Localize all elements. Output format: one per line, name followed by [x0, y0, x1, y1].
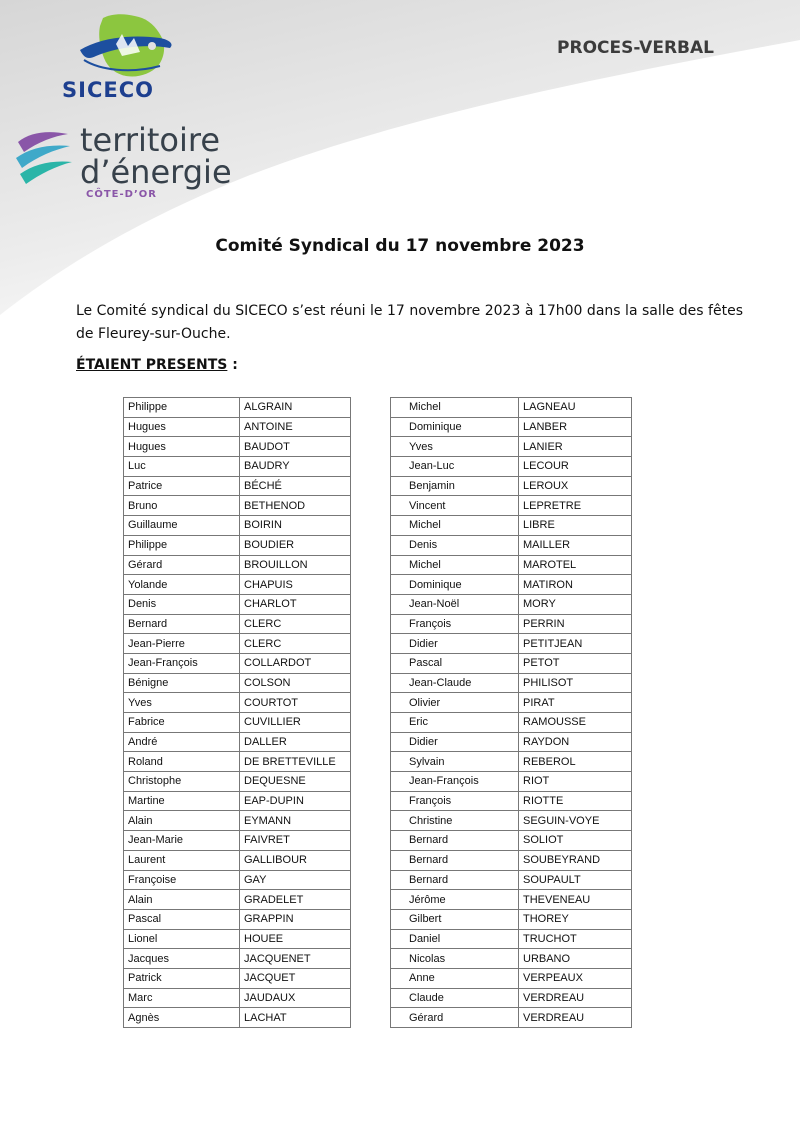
attendee-first-name: Yves	[391, 437, 519, 457]
attendee-row	[124, 831, 351, 851]
attendee-last-name: PIRAT	[519, 693, 632, 713]
attendee-row	[391, 653, 632, 673]
attendee-last-name: GRAPPIN	[240, 909, 351, 929]
attendee-last-name: MAILLER	[519, 535, 632, 555]
attendee-row	[124, 772, 351, 792]
territoire-energie-logo-icon	[14, 128, 74, 190]
attendee-row	[391, 831, 632, 851]
attendee-first-name: Hugues	[124, 417, 240, 437]
attendee-row	[124, 673, 351, 693]
attendee-last-name: EYMANN	[240, 811, 351, 831]
attendee-first-name: Michel	[391, 398, 519, 418]
territoire-logo-line2: d’énergie	[80, 153, 232, 191]
attendee-row	[124, 594, 351, 614]
attendee-first-name: Marc	[124, 988, 240, 1008]
attendee-first-name: Sylvain	[391, 752, 519, 772]
document-type-label: PROCES-VERBAL	[557, 38, 714, 58]
attendee-row	[124, 437, 351, 457]
attendee-last-name: CUVILLIER	[240, 713, 351, 733]
attendee-last-name: SOLIOT	[519, 831, 632, 851]
attendee-last-name: LEROUX	[519, 476, 632, 496]
attendee-row	[391, 614, 632, 634]
attendee-first-name: Françoise	[124, 870, 240, 890]
attendee-first-name: Vincent	[391, 496, 519, 516]
attendee-row	[391, 693, 632, 713]
attendee-first-name: Benjamin	[391, 476, 519, 496]
attendee-last-name: DE BRETTEVILLE	[240, 752, 351, 772]
attendee-first-name: Bernard	[391, 850, 519, 870]
attendee-row	[124, 811, 351, 831]
attendee-first-name: Christophe	[124, 772, 240, 792]
attendee-row	[391, 398, 632, 418]
attendee-first-name: Jacques	[124, 949, 240, 969]
attendee-last-name: BOIRIN	[240, 516, 351, 536]
attendee-last-name: JACQUENET	[240, 949, 351, 969]
attendee-last-name: CHARLOT	[240, 594, 351, 614]
attendee-first-name: Olivier	[391, 693, 519, 713]
attendee-last-name: BAUDRY	[240, 457, 351, 477]
attendee-row	[124, 850, 351, 870]
attendee-row	[391, 594, 632, 614]
attendee-last-name: RAYDON	[519, 732, 632, 752]
attendee-first-name: Yolande	[124, 575, 240, 595]
page-title: Comité Syndical du 17 novembre 2023	[215, 236, 585, 256]
attendee-row	[391, 673, 632, 693]
attendee-last-name: DEQUESNE	[240, 772, 351, 792]
attendee-row	[391, 555, 632, 575]
attendee-last-name: PETOT	[519, 653, 632, 673]
attendee-last-name: LANIER	[519, 437, 632, 457]
attendee-last-name: GALLIBOUR	[240, 850, 351, 870]
attendee-row	[124, 535, 351, 555]
attendee-first-name: Bernard	[391, 831, 519, 851]
attendee-last-name: URBANO	[519, 949, 632, 969]
attendee-first-name: Dominique	[391, 417, 519, 437]
attendees-table-left	[123, 397, 351, 1028]
presents-heading-colon: :	[227, 357, 238, 373]
attendee-last-name: GRADELET	[240, 890, 351, 910]
attendee-last-name: THEVENEAU	[519, 890, 632, 910]
attendee-first-name: Denis	[391, 535, 519, 555]
attendee-first-name: Alain	[124, 811, 240, 831]
attendee-last-name: COLLARDOT	[240, 653, 351, 673]
attendee-last-name: BROUILLON	[240, 555, 351, 575]
attendee-first-name: Michel	[391, 555, 519, 575]
attendee-first-name: Pascal	[391, 653, 519, 673]
attendee-row	[124, 516, 351, 536]
attendee-first-name: Jean-Pierre	[124, 634, 240, 654]
attendee-last-name: LAGNEAU	[519, 398, 632, 418]
attendee-first-name: Jean-Noël	[391, 594, 519, 614]
attendee-last-name: EAP-DUPIN	[240, 791, 351, 811]
attendee-last-name: CLERC	[240, 614, 351, 634]
attendee-last-name: VERDREAU	[519, 988, 632, 1008]
attendee-first-name: Bénigne	[124, 673, 240, 693]
attendee-row	[391, 968, 632, 988]
attendee-last-name: LACHAT	[240, 1008, 351, 1028]
attendee-first-name: Lionel	[124, 929, 240, 949]
attendee-first-name: Jean-Claude	[391, 673, 519, 693]
attendee-row	[124, 890, 351, 910]
attendee-first-name: Bruno	[124, 496, 240, 516]
attendee-row	[391, 772, 632, 792]
attendee-last-name: LECOUR	[519, 457, 632, 477]
attendee-row	[124, 476, 351, 496]
attendee-first-name: Dominique	[391, 575, 519, 595]
attendee-first-name: Gérard	[124, 555, 240, 575]
attendee-last-name: COLSON	[240, 673, 351, 693]
attendee-first-name: Gilbert	[391, 909, 519, 929]
attendee-row	[124, 614, 351, 634]
attendee-first-name: Bernard	[124, 614, 240, 634]
attendee-last-name: VERDREAU	[519, 1008, 632, 1028]
attendee-row	[124, 417, 351, 437]
attendee-last-name: LANBER	[519, 417, 632, 437]
attendee-first-name: Anne	[391, 968, 519, 988]
attendee-row	[391, 713, 632, 733]
attendee-row	[391, 437, 632, 457]
attendee-last-name: SOUBEYRAND	[519, 850, 632, 870]
attendee-first-name: Daniel	[391, 929, 519, 949]
attendee-first-name: Eric	[391, 713, 519, 733]
attendee-last-name: ALGRAIN	[240, 398, 351, 418]
attendee-last-name: PETITJEAN	[519, 634, 632, 654]
attendee-first-name: Patrice	[124, 476, 240, 496]
attendee-first-name: Jean-Luc	[391, 457, 519, 477]
attendee-row	[391, 791, 632, 811]
attendee-last-name: SEGUIN-VOYE	[519, 811, 632, 831]
attendee-last-name: BOUDIER	[240, 535, 351, 555]
attendee-row	[124, 398, 351, 418]
attendee-row	[391, 535, 632, 555]
attendee-last-name: CLERC	[240, 634, 351, 654]
attendee-last-name: MAROTEL	[519, 555, 632, 575]
attendee-first-name: Nicolas	[391, 949, 519, 969]
attendee-last-name: COURTOT	[240, 693, 351, 713]
attendee-row	[124, 929, 351, 949]
attendee-first-name: Gérard	[391, 1008, 519, 1028]
attendee-first-name: Philippe	[124, 398, 240, 418]
attendee-row	[124, 909, 351, 929]
attendee-row	[391, 811, 632, 831]
attendee-row	[391, 909, 632, 929]
attendee-last-name: GAY	[240, 870, 351, 890]
attendee-row	[391, 929, 632, 949]
presents-heading-text: ÉTAIENT PRESENTS	[76, 357, 228, 373]
attendee-last-name: MORY	[519, 594, 632, 614]
attendee-first-name: Luc	[124, 457, 240, 477]
attendee-first-name: Roland	[124, 752, 240, 772]
attendee-row	[391, 1008, 632, 1028]
attendee-last-name: TRUCHOT	[519, 929, 632, 949]
attendee-row	[124, 713, 351, 733]
territoire-logo-line1: territoire	[80, 121, 221, 159]
attendee-row	[391, 732, 632, 752]
attendee-first-name: Hugues	[124, 437, 240, 457]
attendee-row	[124, 968, 351, 988]
attendee-last-name: RIOT	[519, 772, 632, 792]
attendee-row	[124, 752, 351, 772]
siceco-logo-text: SICECO	[62, 78, 154, 102]
territoire-logo-subtitle: CÔTE-D’OR	[86, 189, 157, 200]
attendee-row	[124, 653, 351, 673]
attendee-row	[124, 732, 351, 752]
attendee-last-name: DALLER	[240, 732, 351, 752]
attendee-first-name: Laurent	[124, 850, 240, 870]
attendee-last-name: VERPEAUX	[519, 968, 632, 988]
attendee-first-name: André	[124, 732, 240, 752]
attendee-row	[124, 496, 351, 516]
attendee-row	[124, 988, 351, 1008]
attendee-last-name: PHILISOT	[519, 673, 632, 693]
attendee-first-name: Yves	[124, 693, 240, 713]
presents-heading	[76, 357, 238, 373]
attendee-last-name: BÉCHÉ	[240, 476, 351, 496]
attendee-first-name: Martine	[124, 791, 240, 811]
attendee-row	[124, 1008, 351, 1028]
attendee-first-name: Didier	[391, 732, 519, 752]
attendee-first-name: Guillaume	[124, 516, 240, 536]
attendee-row	[124, 457, 351, 477]
attendee-last-name: SOUPAULT	[519, 870, 632, 890]
attendee-last-name: REBEROL	[519, 752, 632, 772]
attendee-first-name: François	[391, 614, 519, 634]
attendee-row	[124, 693, 351, 713]
attendee-row	[391, 516, 632, 536]
attendee-first-name: Patrick	[124, 968, 240, 988]
attendee-row	[124, 791, 351, 811]
attendee-first-name: Denis	[124, 594, 240, 614]
attendee-row	[124, 949, 351, 969]
attendee-first-name: François	[391, 791, 519, 811]
attendee-first-name: Alain	[124, 890, 240, 910]
attendee-row	[391, 417, 632, 437]
attendee-row	[391, 850, 632, 870]
attendee-first-name: Jean-François	[391, 772, 519, 792]
attendee-row	[391, 476, 632, 496]
attendees-table-right	[390, 397, 632, 1028]
attendee-first-name: Philippe	[124, 535, 240, 555]
attendee-last-name: FAIVRET	[240, 831, 351, 851]
attendee-row	[391, 575, 632, 595]
attendee-first-name: Jean-Marie	[124, 831, 240, 851]
attendee-last-name: RAMOUSSE	[519, 713, 632, 733]
attendee-last-name: THOREY	[519, 909, 632, 929]
attendee-row	[391, 496, 632, 516]
attendee-first-name: Fabrice	[124, 713, 240, 733]
attendee-row	[124, 870, 351, 890]
attendee-row	[391, 949, 632, 969]
attendee-row	[391, 457, 632, 477]
intro-paragraph: Le Comité syndical du SICECO s’est réuni le 17 novembre 2023 à 17h00 dans la salle des fêtes de Fleurey-sur-Ouche.	[76, 303, 743, 342]
attendee-row	[391, 890, 632, 910]
attendee-last-name: BETHENOD	[240, 496, 351, 516]
attendee-last-name: CHAPUIS	[240, 575, 351, 595]
attendee-last-name: PERRIN	[519, 614, 632, 634]
attendee-first-name: Agnès	[124, 1008, 240, 1028]
attendee-last-name: MATIRON	[519, 575, 632, 595]
attendee-row	[124, 555, 351, 575]
attendee-last-name: LEPRETRE	[519, 496, 632, 516]
attendee-last-name: ANTOINE	[240, 417, 351, 437]
attendee-first-name: Didier	[391, 634, 519, 654]
attendee-row	[391, 634, 632, 654]
attendee-first-name: Bernard	[391, 870, 519, 890]
attendee-row	[391, 752, 632, 772]
attendee-first-name: Jérôme	[391, 890, 519, 910]
attendee-last-name: JAUDAUX	[240, 988, 351, 1008]
attendee-row	[124, 575, 351, 595]
attendee-last-name: HOUEE	[240, 929, 351, 949]
attendee-row	[391, 988, 632, 1008]
attendee-row	[391, 870, 632, 890]
attendee-row	[124, 634, 351, 654]
attendee-first-name: Christine	[391, 811, 519, 831]
attendee-last-name: LIBRE	[519, 516, 632, 536]
attendee-first-name: Claude	[391, 988, 519, 1008]
attendee-last-name: RIOTTE	[519, 791, 632, 811]
attendee-first-name: Pascal	[124, 909, 240, 929]
attendee-first-name: Michel	[391, 516, 519, 536]
attendee-last-name: BAUDOT	[240, 437, 351, 457]
attendee-last-name: JACQUET	[240, 968, 351, 988]
attendee-first-name: Jean-François	[124, 653, 240, 673]
